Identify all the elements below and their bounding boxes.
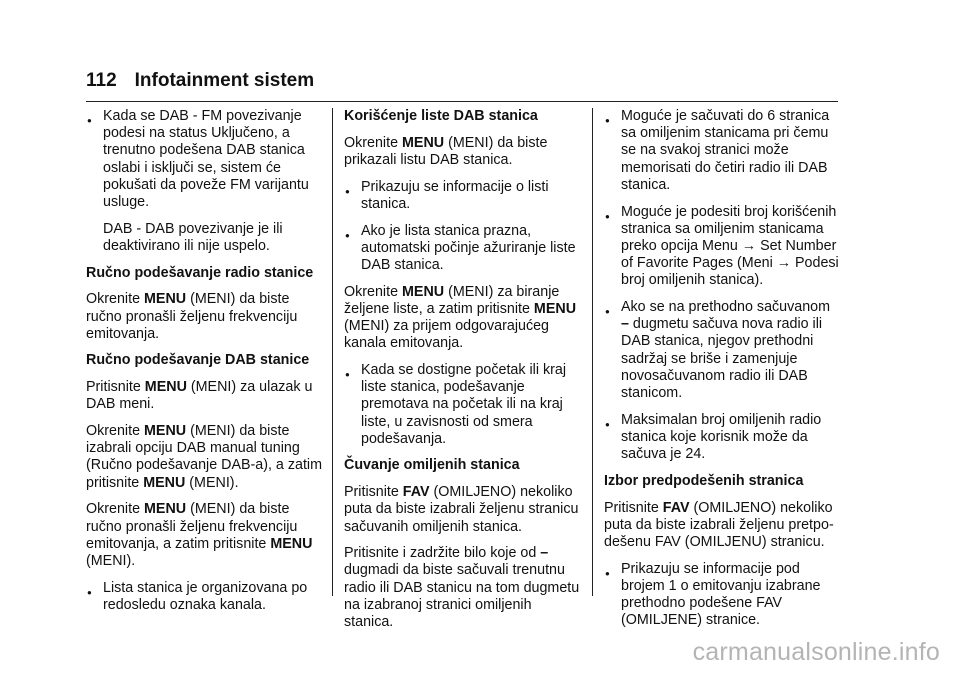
- bullet-icon: ●: [605, 211, 610, 221]
- column-3: [604, 108, 840, 639]
- column-divider-1: [332, 108, 333, 596]
- bullet-icon: ●: [345, 186, 350, 196]
- paragraph: Okrenite MENU (MENI) da biste ručno pronašli željenu frekvenciju emitovanja.: [86, 291, 298, 342]
- bullet-icon: ●: [87, 116, 92, 125]
- page-header: [86, 70, 314, 92]
- list-item: ● Lista stanica je organizovana po redosledu oznaka kanala.: [87, 579, 308, 613]
- header-rule: [86, 101, 838, 102]
- list-item: ● Prikazuju se informacije pod brojem 1 o emitovanju izabrane prethodno podešene FAV (OMILJENE) stranice.: [605, 560, 821, 629]
- paragraph: Pritisnite FAV (OMILJENO) nekoliko puta da biste izabrali željenu stranicu sačuvanih omiljenih stanica.: [344, 484, 579, 535]
- section-title: Infotainment sistem: [134, 70, 315, 91]
- list-item: ● Moguće je sačuvati do 6 stranica sa omiljenim stanicama pri čemu se na svakoj stranici može memorisati do četiri radio ili DAB stanica.: [605, 108, 830, 193]
- list-item: ● Kada se DAB - FM povezivanje podesi na status Uključeno, a trenutno podešena DAB stanica oslabi i isključi se, sistem će pokušati da poveže FM varijantu usluge.: [87, 108, 309, 211]
- column-2: [344, 108, 582, 641]
- list-item: ● Moguće je podesiti broj korišćenih stranica sa omiljenim stanicama preko opcija Menu → Set Number of Favorite Pages (Meni → Podesi broj omiljenih stanica).: [605, 203, 839, 289]
- list-item: ● Ako je lista stanica prazna, automatski počinje ažuriranje liste DAB stanica.: [345, 222, 576, 273]
- bullet-icon: ●: [345, 369, 350, 379]
- bullet-icon: ●: [345, 230, 350, 240]
- preset-button-icon: –: [621, 316, 629, 333]
- heading-dab-station-list: Korišćenje liste DAB stanica: [344, 108, 538, 124]
- list-item: ● Prikazuju se informacije o listi stanica.: [345, 178, 549, 212]
- bullet-icon: ●: [605, 307, 610, 317]
- heading-preset-pages: Izbor predpodešenih stranica: [604, 472, 804, 489]
- paragraph: Okrenite MENU (MENI) da biste ručno pronašli željenu frekvenciju emitovanja, a zatim pritisnite MENU (MENI).: [86, 501, 313, 569]
- heading-saving-favorites: Čuvanje omiljenih stanica: [344, 457, 520, 474]
- preset-button-icon: –: [540, 545, 549, 562]
- page-number: 112: [86, 70, 117, 91]
- list-item: ● Maksimalan broj omiljenih radio stanica koje korisnik može da sačuva je 24.: [605, 411, 822, 463]
- list-item: ● Kada se dostigne početak ili kraj liste stanica, podešavanje premotava na početak ili na kraj liste, u zavisnosti od smera podešavanja.: [345, 361, 567, 447]
- paragraph: Okrenite MENU (MENI) da biste izabrali opciju DAB manual tuning (Ručno podešavanje DAB-a), a zatim pritisnite MENU (MENI).: [86, 423, 323, 491]
- paragraph: Okrenite MENU (MENI) za biranje željene liste, a zatim pritisnite MENU (MENI) za prijem odgovarajućeg kanala emitovanja.: [344, 283, 577, 352]
- list-item: ● Ako se na prethodno sačuvanom – dugmetu sačuva nova radio ili DAB stanica, njegov prethodni sadržaj se briše i zamenjuje novosačuvanom radio ili DAB stanicom.: [605, 299, 831, 402]
- paragraph: Pritisnite MENU (MENI) za ulazak u DAB meni.: [86, 379, 313, 413]
- paragraph: Pritisnite i zadržite bilo koje od – dugmadi da biste sačuvali trenutnu radio ili DAB stanicu na tom dugmetu na izabranoj stranici omiljenih stanica.: [344, 545, 580, 631]
- heading-manual-radio-tuning: Ručno podešavanje radio stanice: [86, 264, 314, 281]
- paragraph: Okrenite MENU (MENI) da biste prikazali listu DAB stanica.: [344, 134, 548, 168]
- bullet-icon: ●: [87, 587, 92, 597]
- list-item-continuation: DAB - DAB povezivanje je ili deaktivirano ili nije uspelo.: [103, 220, 283, 254]
- bullet-icon: ●: [605, 419, 610, 429]
- column-divider-2: [592, 108, 593, 596]
- watermark: carmanualsonline.info: [692, 638, 940, 666]
- column-1: [86, 108, 322, 624]
- heading-manual-dab-tuning: Ručno podešavanje DAB stanice: [86, 352, 310, 369]
- bullet-icon: ●: [605, 568, 610, 578]
- bullet-icon: ●: [605, 116, 610, 125]
- paragraph: Pritisnite FAV (OMILJENO) nekoliko puta da biste izabrali željenu pretpodešenu FAV (OMILJENU) stranicu.: [604, 499, 834, 550]
